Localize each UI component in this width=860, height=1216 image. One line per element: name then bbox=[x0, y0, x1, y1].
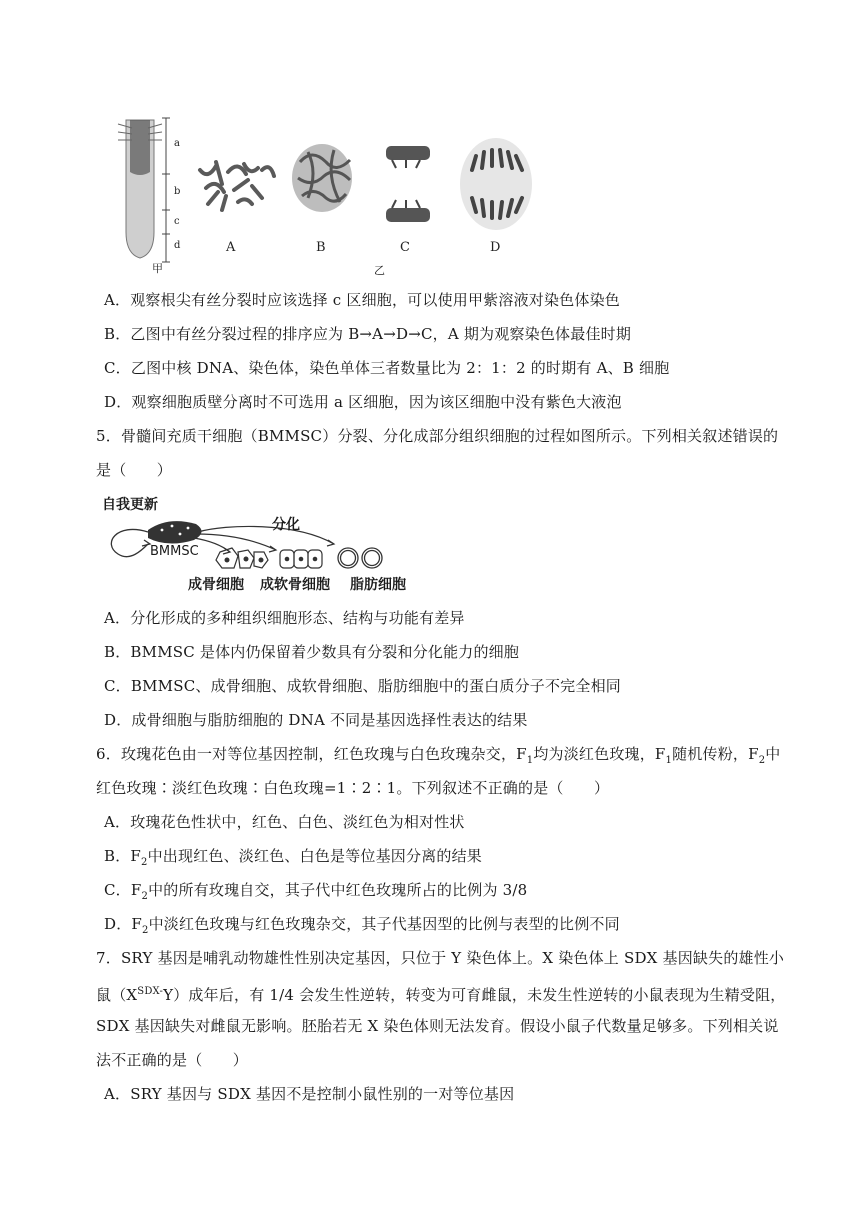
q7-stem-line2 bbox=[96, 982, 785, 1005]
q7-stem-line4: 法不正确的是（ ） bbox=[96, 1051, 249, 1069]
q6-option-b-pre: B．F bbox=[104, 847, 142, 865]
q6-stem-line2: 红色玫瑰∶淡红色玫瑰∶白色玫瑰=1∶2∶1。下列叙述不正确的是（ ） bbox=[96, 779, 610, 797]
cell-label-d: D bbox=[490, 240, 501, 255]
q4-option-b: B．乙图中有丝分裂过程的排序应为 B→A→D→C，A 期为观察染色体最佳时期 bbox=[104, 325, 632, 343]
q6-option-d-sub: 2 bbox=[142, 925, 149, 936]
q6-option-b bbox=[104, 846, 482, 873]
root-label-a: a bbox=[174, 138, 180, 149]
label-adipocyte: 脂肪细胞 bbox=[350, 577, 406, 593]
q7-option-a: A．SRY 基因与 SDX 基因不是控制小鼠性别的一对等位基因 bbox=[104, 1085, 515, 1103]
q5-option-b: B．BMMSC 是体内仍保留着少数具有分裂和分化能力的细胞 bbox=[104, 643, 520, 661]
q5-stem-line2: 是（ ） bbox=[96, 461, 173, 479]
q6-sub-3: 2 bbox=[758, 755, 766, 766]
q6-stem-part-b: 均为淡红色玫瑰，F bbox=[533, 745, 666, 763]
cell-label-b: B bbox=[316, 240, 326, 255]
root-label-c: c bbox=[174, 216, 180, 227]
q6-option-c-post: 中的所有玫瑰自交，其子代中红色玫瑰所占的比例为 3/8 bbox=[148, 881, 528, 899]
q6-sub-2: 1 bbox=[665, 755, 673, 766]
root-tip-drawing bbox=[118, 118, 170, 262]
caption-jia: 甲 bbox=[152, 262, 163, 275]
cell-label-c: C bbox=[400, 240, 410, 255]
q7-line2-post: Y）成年后，有 1/4 会发生性逆转，转变为可育雌鼠，未发生性逆转的小鼠表现为生精受阻， bbox=[163, 986, 786, 1004]
q7-line2-sup: SDX- bbox=[137, 986, 164, 997]
q6-stem-part-d: 中 bbox=[765, 745, 781, 763]
label-differentiate: 分化 bbox=[272, 517, 300, 533]
root-label-d: d bbox=[174, 240, 181, 251]
root-label-b: b bbox=[174, 186, 181, 197]
cell-d-drawing bbox=[460, 138, 532, 230]
q5-option-a: A．分化形成的多种组织细胞形态、结构与功能有差异 bbox=[104, 609, 465, 627]
q6-option-d-post: 中淡红色玫瑰与红色玫瑰杂交，其子代基因型的比例与表型的比例不同 bbox=[148, 915, 620, 933]
q7-stem-line3: SDX 基因缺失对雌鼠无影响。胚胎若无 X 染色体则无法发育。假设小鼠子代数量足够多。下列相关说 bbox=[96, 1017, 779, 1035]
q6-stem-part-a: 6．玫瑰花色由一对等位基因控制，红色玫瑰与白色玫瑰杂交，F bbox=[96, 745, 527, 763]
q6-option-b-post: 中出现红色、淡红色、白色是等位基因分离的结果 bbox=[147, 847, 482, 865]
label-chondroblast: 成软骨细胞 bbox=[260, 577, 330, 593]
q4-option-a: A．观察根尖有丝分裂时应该选择 c 区细胞，可以使用甲紫溶液对染色体染色 bbox=[104, 291, 620, 309]
q6-option-c-sub: 2 bbox=[141, 891, 149, 902]
caption-yi: 乙 bbox=[374, 264, 385, 277]
q5-option-d: D．成骨细胞与脂肪细胞的 DNA 不同是基因选择性表达的结果 bbox=[104, 711, 528, 729]
label-bmmsc: BMMSC bbox=[150, 544, 199, 559]
cell-label-a: A bbox=[226, 240, 236, 255]
q6-option-a: A．玫瑰花色性状中，红色、白色、淡红色为相对性状 bbox=[104, 813, 465, 831]
cell-b-drawing bbox=[292, 144, 352, 212]
label-self-renewal: 自我更新 bbox=[102, 497, 158, 513]
q5-option-c: C．BMMSC、成骨细胞、成软骨细胞、脂肪细胞中的蛋白质分子不完全相同 bbox=[104, 677, 621, 695]
q4-option-d: D．观察细胞质壁分离时不可选用 a 区细胞，因为该区细胞中没有紫色大液泡 bbox=[104, 393, 622, 411]
q4-option-c: C．乙图中核 DNA、染色体，染色单体三者数量比为 2：1：2 的时期有 A、B 细胞 bbox=[104, 359, 670, 377]
cell-a-drawing bbox=[200, 162, 274, 210]
cell-c-drawing bbox=[386, 146, 430, 222]
q5-stem-line1: 5．骨髓间充质干细胞（BMMSC）分裂、分化成部分组织细胞的过程如图所示。下列相关叙述错误的 bbox=[96, 427, 779, 445]
figure-bmmsc bbox=[96, 494, 426, 594]
q6-stem-part-c: 随机传粉，F bbox=[672, 745, 759, 763]
q6-sub-1: 1 bbox=[526, 755, 534, 766]
mitosis-illustration bbox=[96, 112, 556, 280]
q7-line2-pre: 鼠（X bbox=[96, 986, 138, 1004]
q6-option-c-pre: C．F bbox=[104, 881, 142, 899]
q6-option-b-sub: 2 bbox=[141, 857, 148, 868]
figure-mitosis bbox=[96, 112, 556, 280]
q6-option-d-pre: D．F bbox=[104, 915, 143, 933]
q6-stem-line1 bbox=[96, 744, 780, 771]
q7-stem-line1: 7．SRY 基因是哺乳动物雄性性别决定基因，只位于 Y 染色体上。X 染色体上 SDX 基因缺失的雄性小 bbox=[96, 949, 785, 967]
q6-option-d bbox=[104, 914, 620, 941]
label-osteoblast: 成骨细胞 bbox=[188, 577, 244, 593]
q6-option-c bbox=[104, 880, 527, 907]
